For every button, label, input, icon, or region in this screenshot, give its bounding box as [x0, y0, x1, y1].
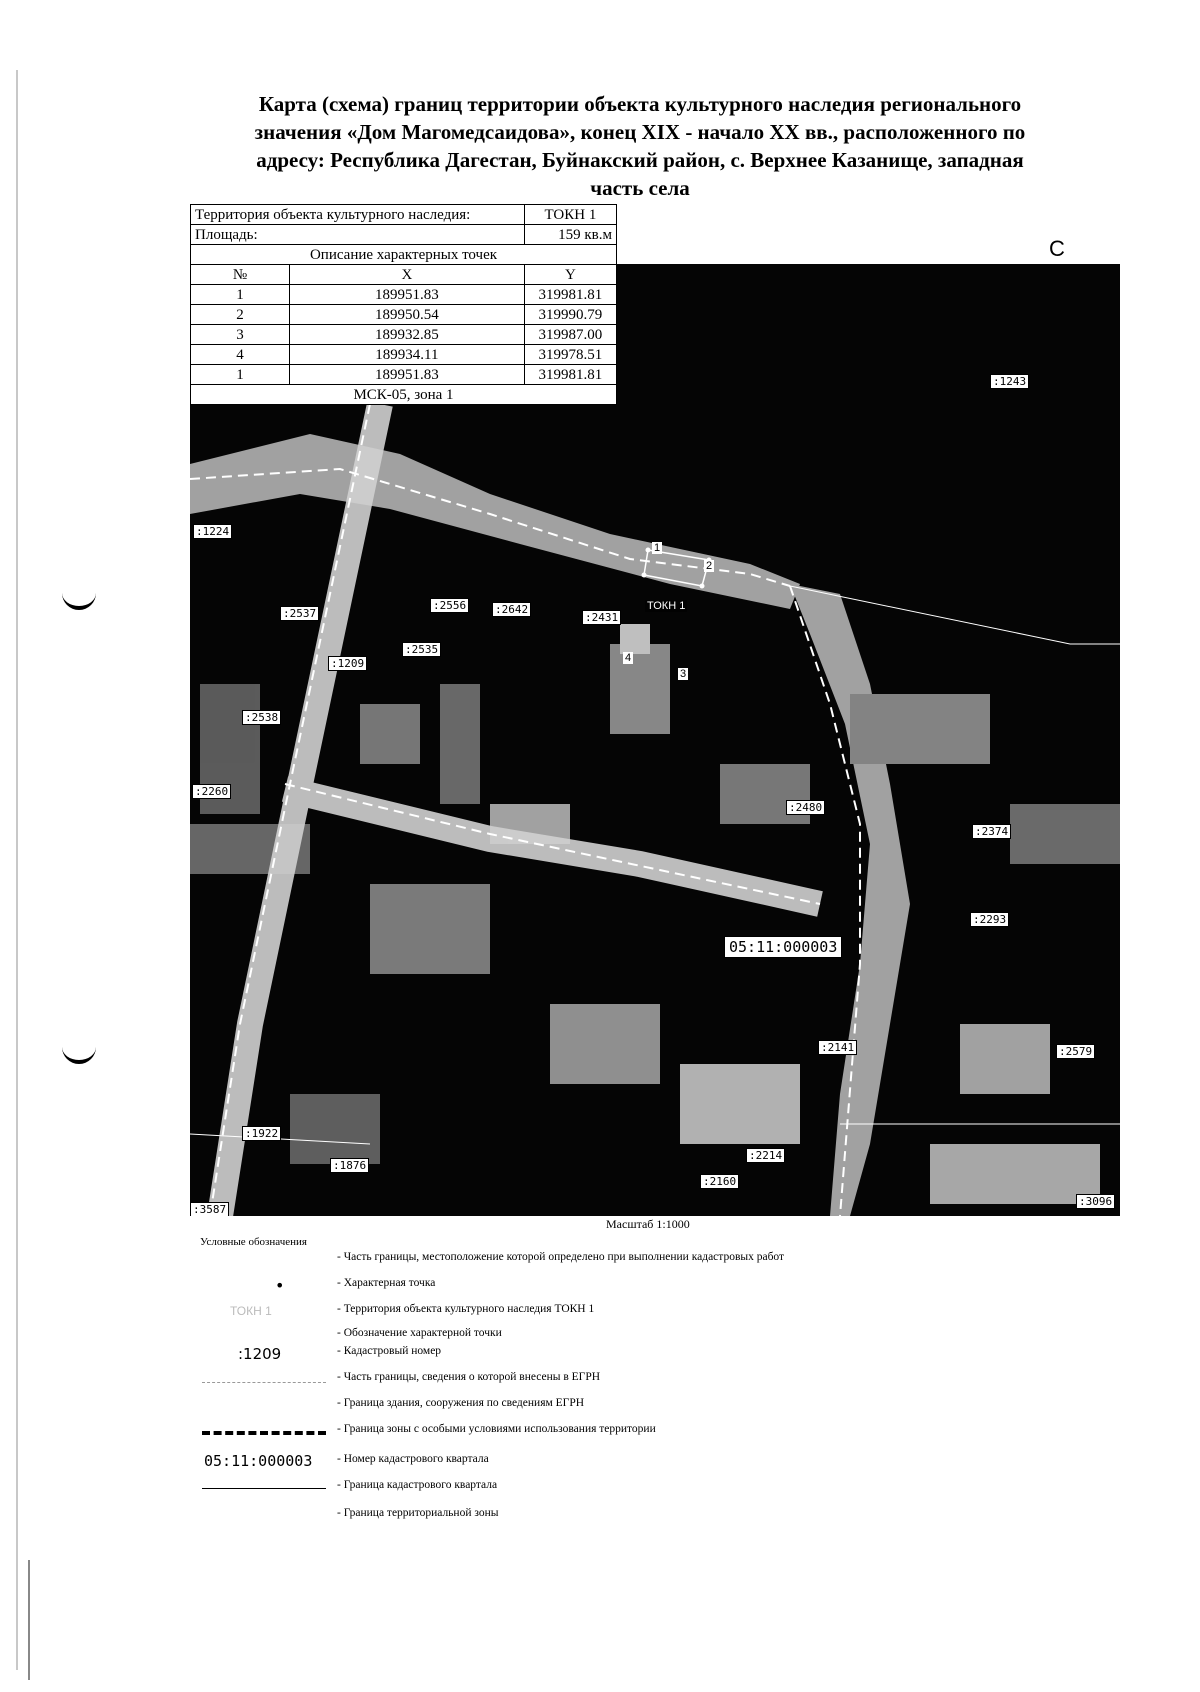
legend-text: - Территория объекта культурного наследия ТОКН 1 [337, 1303, 595, 1315]
legend-item [200, 1476, 1100, 1498]
cell-no: 1 [191, 365, 290, 385]
parcel-label[interactable]: :2260 [192, 784, 231, 799]
map-scale: Масштаб 1:1000 [606, 1217, 690, 1231]
cadastral-quarter-label[interactable]: 05:11:000003 [724, 936, 842, 958]
cell-no: 4 [191, 345, 290, 365]
legend-symbol-quarter-boundary [200, 1476, 330, 1498]
table-row [191, 345, 617, 365]
legend-item [200, 1504, 1100, 1526]
legend-text: - Характерная точка [337, 1277, 436, 1289]
parcel-label[interactable]: :3587 [190, 1202, 229, 1216]
point-label-4: 4 [625, 652, 632, 664]
legend-item [200, 1368, 1100, 1390]
territory-value: ТОКН 1 [524, 205, 616, 225]
cell-no: 2 [191, 305, 290, 325]
page-edge-line [16, 70, 18, 1670]
cell-y: 319978.51 [524, 345, 616, 365]
document-title [190, 90, 1090, 202]
parcel-label[interactable]: :1209 [328, 656, 367, 671]
legend-item [200, 1342, 1100, 1364]
parcel-label[interactable]: :2431 [582, 610, 621, 625]
cell-no: 3 [191, 325, 290, 345]
title-line: адресу: Республика Дагестан, Буйнакский район, с. Верхнее Казанище, западная [256, 148, 1024, 172]
cell-y: 319981.81 [524, 365, 616, 385]
legend-text: - Граница кадастрового квартала [337, 1479, 498, 1491]
legend-symbol-special-zone [200, 1420, 330, 1442]
area-label: Площадь: [191, 225, 525, 245]
parcel-label[interactable]: :2579 [1056, 1044, 1095, 1059]
table-row [191, 285, 617, 305]
legend-symbol-egrn-boundary [200, 1368, 330, 1390]
legend-item [200, 1300, 1100, 1322]
cell-no: 1 [191, 285, 290, 305]
legend-text: - Граница зоны с особыми условиями использования территории [337, 1423, 656, 1435]
legend-item [200, 1394, 1100, 1416]
satellite-map[interactable] [190, 264, 1120, 1216]
area-value: 159 кв.м [524, 225, 616, 245]
map-imagery [190, 264, 1120, 1216]
cell-x: 189951.83 [290, 365, 525, 385]
parcel-label[interactable]: :2480 [786, 800, 825, 815]
col-header-no: № [191, 265, 290, 285]
legend-symbol-surveyed-boundary [200, 1248, 330, 1270]
legend-text: - Обозначение характерной точки [337, 1327, 502, 1339]
col-header-x: X [290, 265, 525, 285]
legend-item [200, 1274, 1100, 1296]
parcel-label[interactable]: :1224 [193, 524, 232, 539]
table-row [191, 305, 617, 325]
point-label-1: 1 [654, 542, 661, 554]
parcel-label[interactable]: :1922 [242, 1126, 281, 1141]
col-header-y: Y [524, 265, 616, 285]
points-caption: Описание характерных точек [191, 245, 617, 265]
cell-x: 189951.83 [290, 285, 525, 305]
legend-text: - Часть границы, сведения о которой внесены в ЕГРН [337, 1371, 601, 1383]
legend-symbol-cadastral-number: :1209 [238, 1345, 282, 1363]
table-row [191, 365, 617, 385]
parcel-label[interactable]: :2556 [430, 598, 469, 613]
north-indicator: С [1049, 236, 1065, 261]
cell-x: 189934.11 [290, 345, 525, 365]
parcel-label[interactable]: :2537 [280, 606, 319, 621]
legend-text: - Кадастровый номер [337, 1345, 442, 1357]
legend-symbol-building-boundary [200, 1394, 330, 1416]
parcel-label[interactable]: :2535 [402, 642, 441, 657]
parcel-label[interactable]: :2214 [746, 1148, 785, 1163]
parcel-label[interactable]: :2293 [970, 912, 1009, 927]
point-label-3: 3 [680, 668, 687, 680]
title-line: значения «Дом Магомедсаидова», конец XIX - начало XX вв., расположенного по [254, 120, 1026, 144]
binding-mark [62, 592, 96, 610]
parcel-label[interactable]: :1243 [990, 374, 1029, 389]
legend-symbol-point [200, 1274, 330, 1296]
table-row [191, 325, 617, 345]
coordinates-table [190, 204, 617, 405]
legend-item [200, 1420, 1100, 1442]
legend-title: Условные обозначения [200, 1236, 307, 1248]
legend-text: - Граница здания, сооружения по сведениям ЕГРН [337, 1397, 585, 1409]
legend-text: - Граница территориальной зоны [337, 1507, 499, 1519]
crs-label: МСК-05, зона 1 [191, 385, 617, 405]
title-line: Карта (схема) границ территории объекта культурного наследия регионального [258, 92, 1022, 116]
parcel-label[interactable]: :2642 [492, 602, 531, 617]
parcel-label[interactable]: :1876 [330, 1158, 369, 1173]
legend-symbol-quarter-number: 05:11:000003 [204, 1452, 313, 1470]
tokn-map-label: ТОКН 1 [647, 600, 686, 612]
legend-item [200, 1248, 1100, 1270]
legend-text: - Номер кадастрового квартала [337, 1453, 489, 1465]
cell-x: 189932.85 [290, 325, 525, 345]
territory-label: Территория объекта культурного наследия: [191, 205, 525, 225]
point-dot-icon: • [275, 1276, 285, 1295]
parcel-label[interactable]: :2374 [972, 824, 1011, 839]
parcel-label[interactable]: :3096 [1076, 1194, 1115, 1209]
cell-x: 189950.54 [290, 305, 525, 325]
binding-mark [62, 1046, 96, 1064]
parcel-label[interactable]: :2141 [818, 1040, 857, 1055]
cell-y: 319981.81 [524, 285, 616, 305]
cell-y: 319990.79 [524, 305, 616, 325]
legend-symbol-tokn: ТОКН 1 [230, 1304, 272, 1318]
point-label-2: 2 [706, 560, 713, 572]
legend-symbol-territorial-zone [200, 1504, 330, 1526]
title-line: часть села [590, 176, 690, 200]
parcel-label[interactable]: :2160 [700, 1174, 739, 1189]
parcel-label[interactable]: :2538 [242, 710, 281, 725]
cell-y: 319987.00 [524, 325, 616, 345]
legend-item [200, 1450, 1100, 1472]
page-edge-line-lower [28, 1560, 30, 1680]
legend-text: - Часть границы, местоположение которой определено при выполнении кадастровых работ [337, 1251, 785, 1263]
